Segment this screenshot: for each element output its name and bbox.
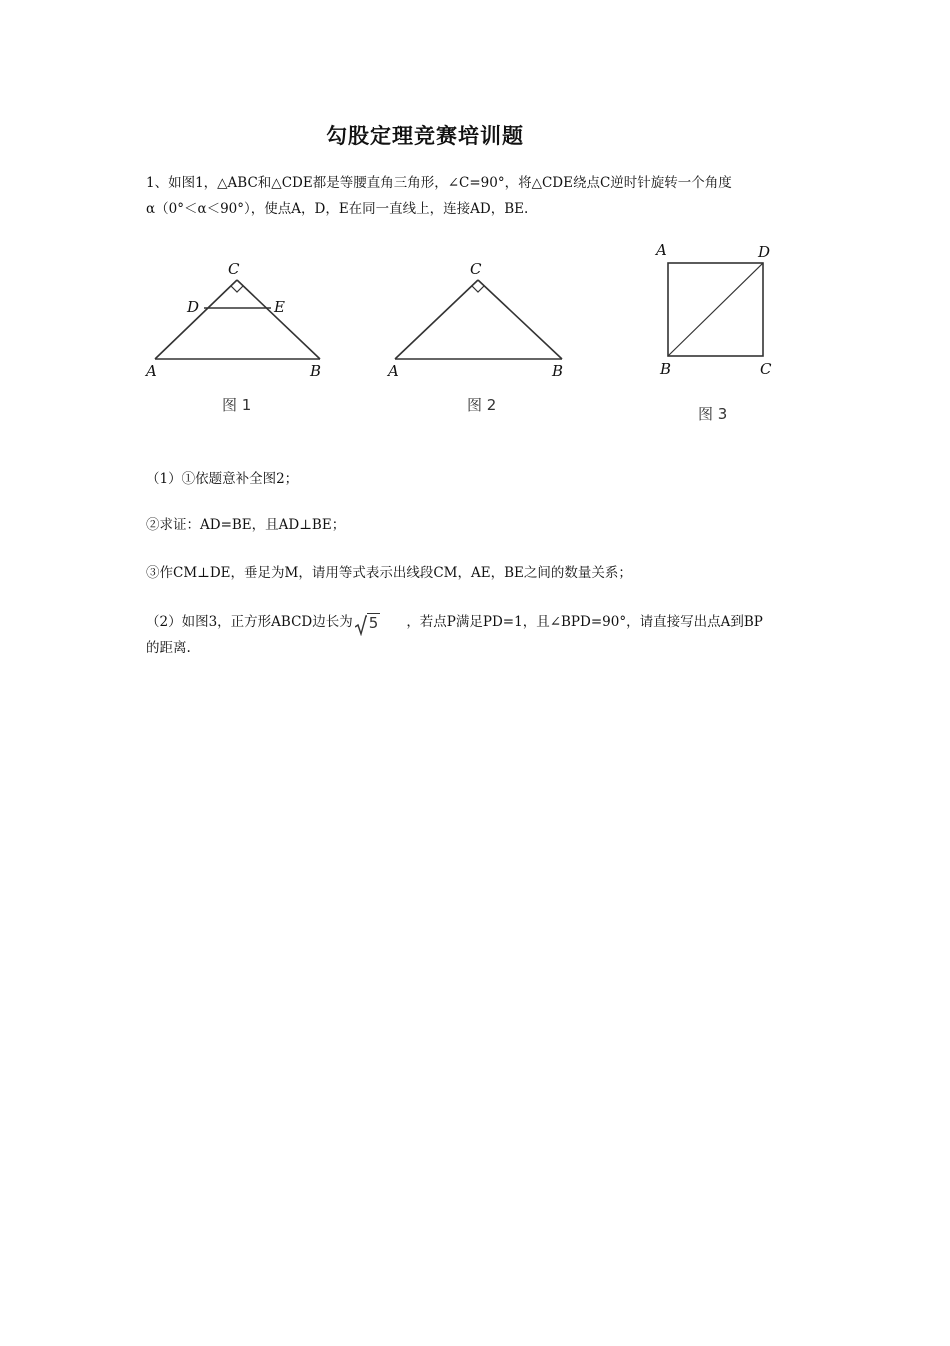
- part1-q3: ③作CM⊥DE，垂足为M，请用等式表示出线段CM，AE，BE之间的数量关系；: [146, 565, 632, 581]
- fig1-label-b: B: [310, 362, 322, 380]
- figure-3-labels: [654, 241, 772, 423]
- page-title: 勾股定理竞赛培训题: [326, 123, 524, 148]
- fig1-label-a: A: [146, 362, 157, 380]
- figure-2: [395, 280, 562, 359]
- part2-text-after: ，若点P满足PD=1，且∠BPD=90°，请直接写出点A到BP: [406, 614, 763, 630]
- fig1-label-e: E: [274, 298, 285, 316]
- fig1-caption: 图 1: [222, 396, 252, 414]
- part2-line-1: [146, 610, 816, 636]
- radical-sign: [355, 614, 367, 636]
- fig1-right-angle-mark: [231, 286, 243, 292]
- part1-q2: ②求证：AD=BE，且AD⊥BE；: [146, 517, 346, 533]
- fig2-side-ac: [395, 280, 478, 359]
- fig2-side-bc: [478, 280, 562, 359]
- fig3-label-c: C: [760, 360, 772, 378]
- part2: [146, 610, 816, 660]
- problem-line-2: α（0°＜α＜90°），使点A，D，E在同一直线上，连接AD，BE.: [146, 201, 529, 217]
- problem-line-1: 1、如图1，△ABC和△CDE都是等腰直角三角形，∠C=90°，将△CDE绕点C逆时针旋转一个角度: [146, 175, 732, 191]
- radicand: 5: [368, 614, 379, 632]
- fig1-label-d: D: [187, 298, 200, 316]
- figure-1: [155, 280, 320, 359]
- figure-3: [668, 263, 763, 356]
- fig2-right-angle-mark: [472, 286, 484, 292]
- fig2-label-a: A: [388, 362, 399, 380]
- fig3-label-d: D: [758, 243, 771, 261]
- fig2-label-c: C: [470, 260, 482, 278]
- fig3-diagonal-bd: [668, 263, 763, 356]
- figure-1-labels: [144, 260, 321, 414]
- fig1-side-bc: [237, 280, 320, 359]
- fig3-caption: 图 3: [698, 405, 728, 423]
- fig1-side-ac: [155, 280, 237, 359]
- part2-text-before: （2）如图3，正方形ABCD边长为: [146, 614, 353, 630]
- part1-q1: （1）①依题意补全图2；: [146, 471, 299, 487]
- fig2-caption: 图 2: [467, 396, 497, 414]
- fig3-label-b: B: [660, 360, 672, 378]
- figures: [140, 238, 800, 428]
- problem-statement: [146, 170, 816, 222]
- sqrt5-expression: [355, 611, 381, 636]
- fig3-label-a: A: [656, 241, 667, 259]
- fig2-label-b: B: [552, 362, 564, 380]
- part2-line-2: 的距离.: [146, 640, 191, 656]
- fig1-label-c: C: [228, 260, 240, 278]
